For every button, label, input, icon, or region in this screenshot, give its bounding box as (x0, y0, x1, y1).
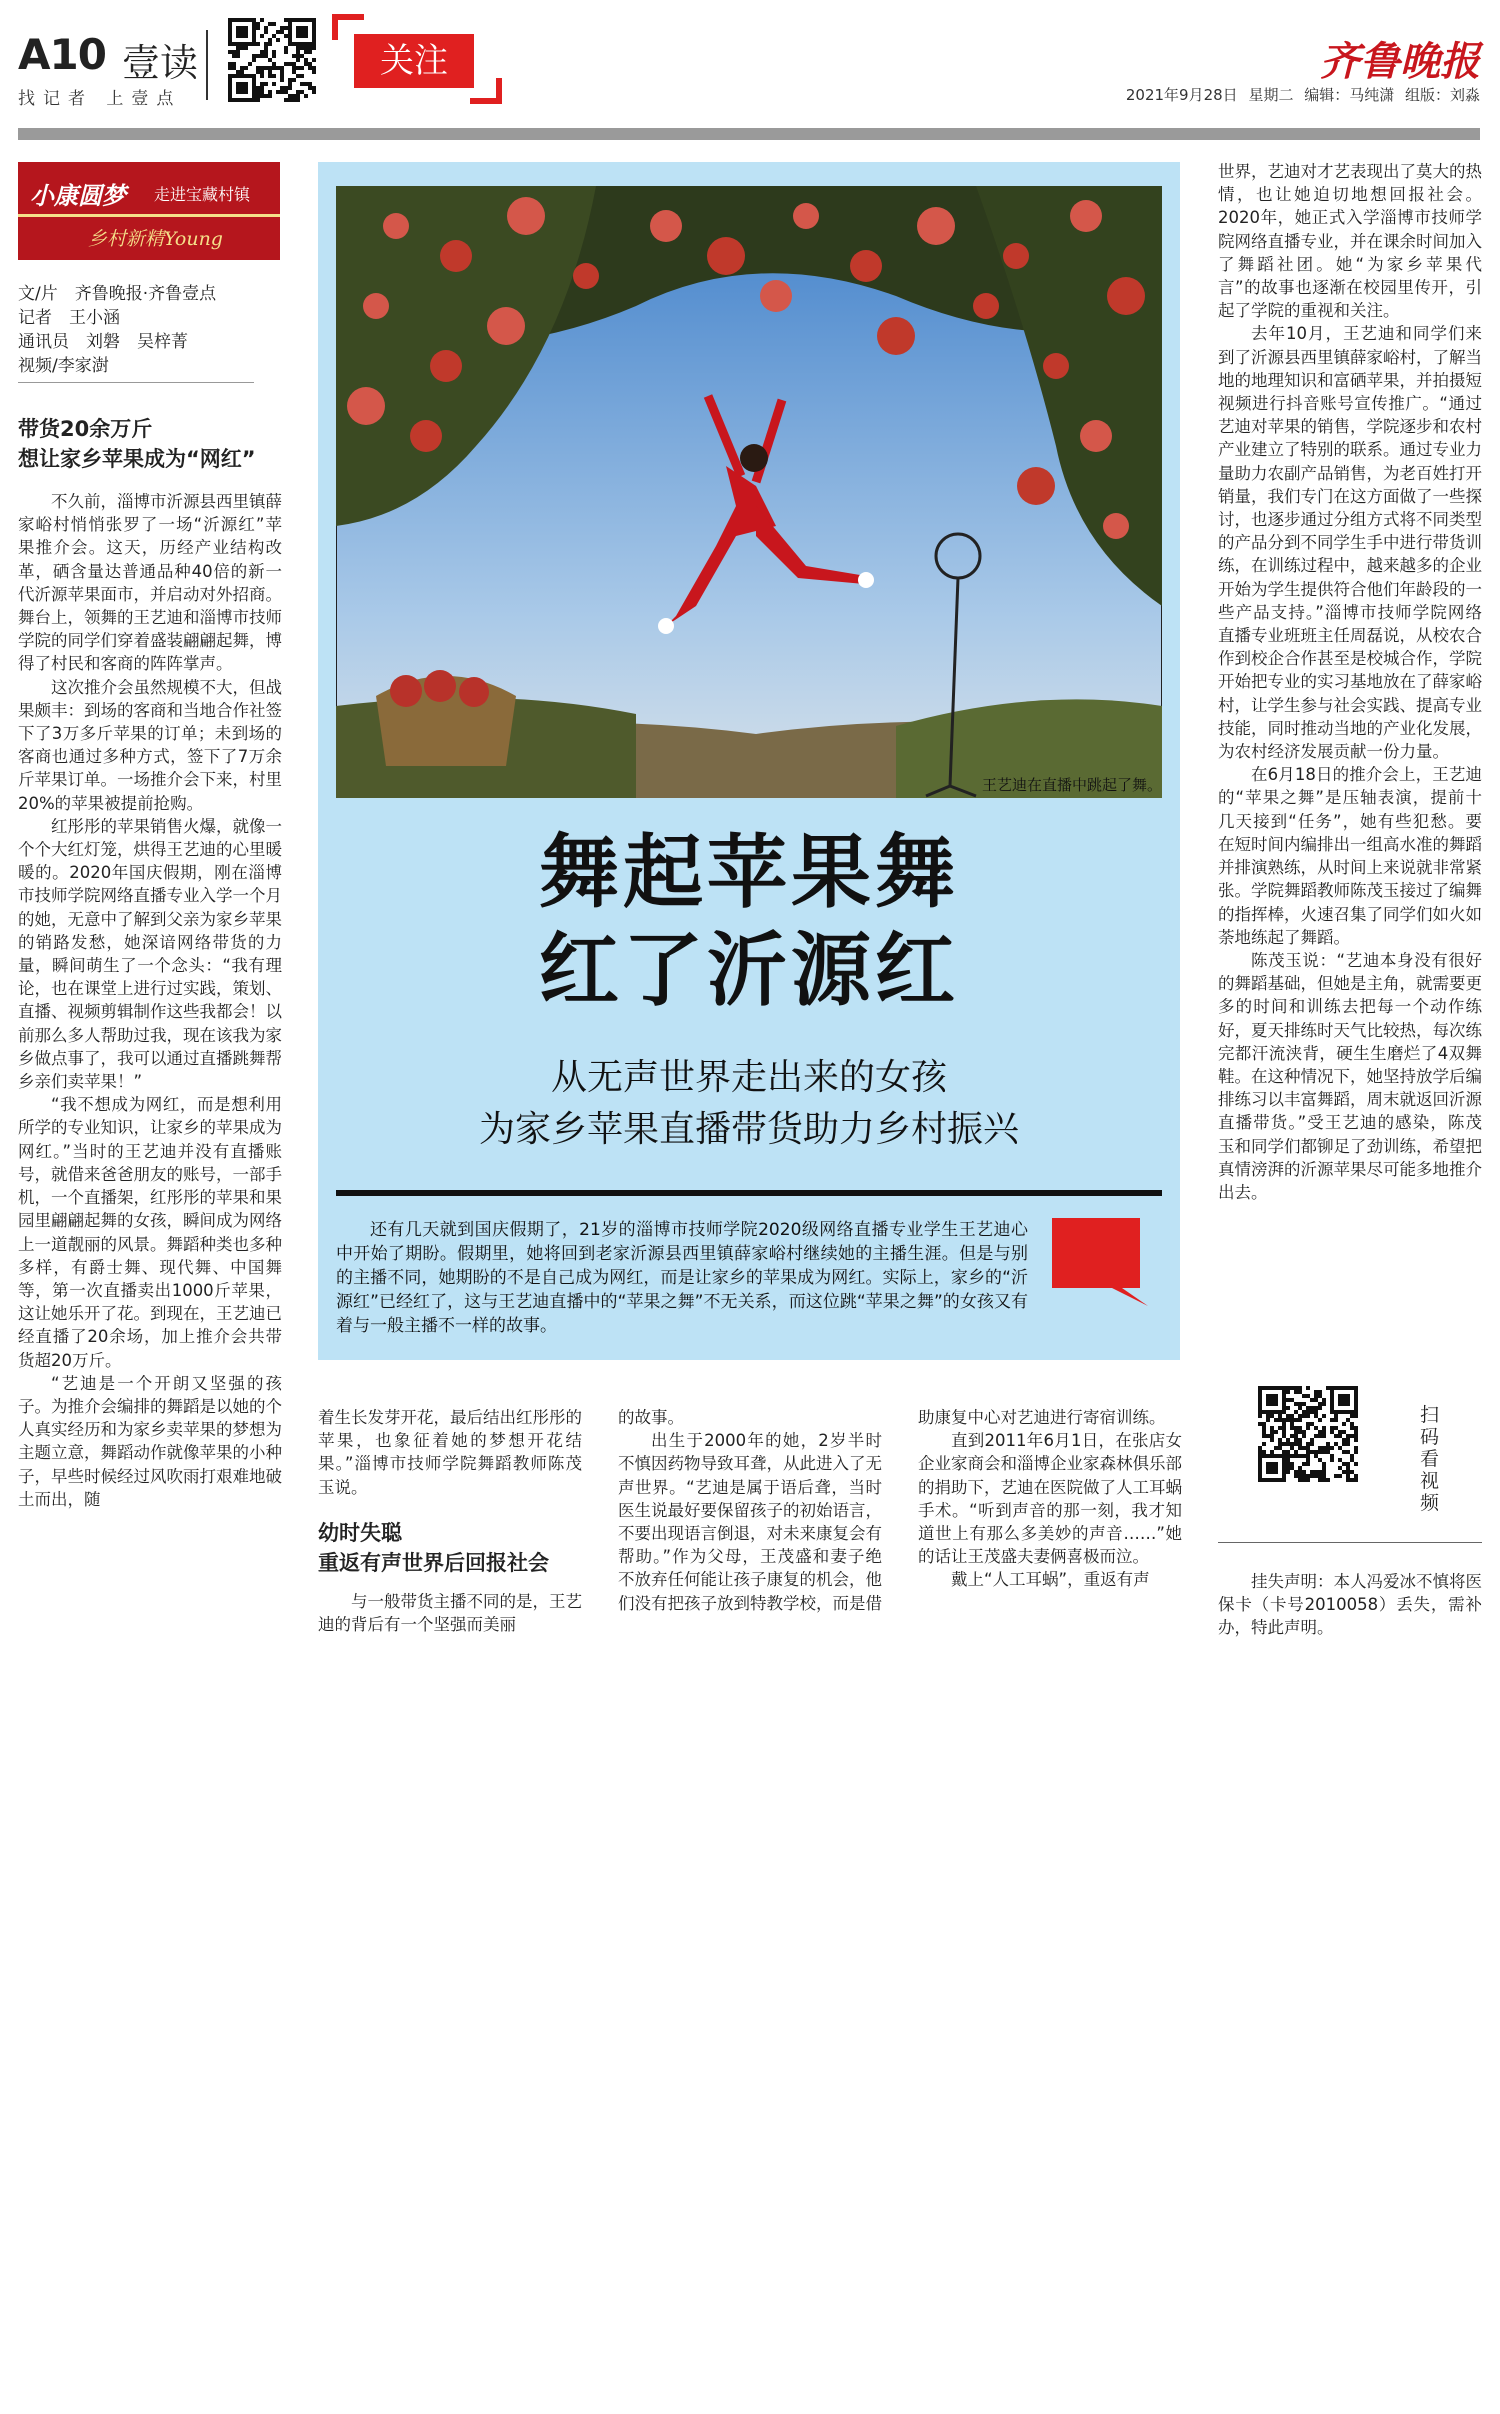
paragraph: 红彤彤的苹果销售火爆，就像一个个大红灯笼，烘得王艺迪的心里暖暖的。2020年国庆假期，刚在淄博市技师学院网络直播专业入学一个月的她，无意中了解到父亲为家乡苹果的销路发愁，她深谙网络带货的力量，瞬间萌生了一个念头：“我有理论，也在课堂上进行过实践，策划、直播、视频剪辑制作这些我都会！以前那么多人帮助过我，现在该我为家乡做点事了，我可以通过直播跳舞帮乡亲们卖苹果！” (18, 816, 282, 1092)
lost-notice-text: 挂失声明：本人冯爱冰不慎将医保卡（卡号2010058）丢失，需补办，特此声明。 (1218, 1572, 1482, 1638)
paragraph: 世界，艺迪对才艺表现出了莫大的热情，也让她迫切地想回报社会。2020年，她正式入学淄博市技师学院网络直播专业，并在课余时间加入了舞蹈社团。她“为家乡苹果代言”的故事也逐渐在校园里传开，引起了学院的重视和关注。 (1218, 162, 1482, 321)
subheading-2 (318, 1518, 582, 1578)
section-name: 壹读 (122, 41, 199, 85)
notice-rule (1218, 1542, 1482, 1543)
paragraph: 不久前，淄博市沂源县西里镇薛家峪村悄悄张罗了一场“沂源红”苹果推介会。这天，历经产业结构改革，硒含量达普通品种40倍的新一代沂源苹果面市，并启动对外招商。舞台上，领舞的王艺迪和淄博市技师学院的同学们穿着盛装翩翩起舞，博得了村民和客商的阵阵掌声。 (18, 492, 282, 674)
article-column-left (18, 490, 282, 1630)
article-column-right (1218, 160, 1482, 1360)
banner-subtitle: 走进宝藏村镇 (154, 185, 251, 204)
header-divider (206, 30, 208, 100)
paragraph: 这次推介会虽然规模不大，但战果颇丰：到场的客商和当地合作社签下了3万多斤苹果的订单；未到场的客商也通过多种方式，签下了7万余斤苹果订单。一场推介会下来，村里20%的苹果被提前抢购。 (18, 677, 282, 813)
byline-line: 视频/李家澍 (18, 356, 109, 376)
headline (318, 824, 1180, 1020)
focus-label: 关注 (354, 34, 474, 88)
qr-code-icon[interactable] (228, 18, 316, 102)
intro-rule (336, 1190, 1162, 1196)
paragraph: “我不想成为网红，而是想利用所学的专业知识，让家乡的苹果成为网红。”当时的王艺迪并没有直播账号，就借来爸爸朋友的账号，一部手机，一个直播架，红彤彤的苹果和果园里翩翩起舞的女孩，瞬间成为网络上一道靓丽的风景。舞蹈种类也多种多样，有爵士舞、现代舞、中国舞等，第一次直播卖出1000斤苹果，这让她乐开了花。到现在，王艺迪已经直播了20余场，加上推介会共带货超20万斤。 (18, 1095, 282, 1370)
paragraph: 去年10月，王艺迪和同学们来到了沂源县西里镇薛家峪村，了解当地的地理知识和富硒苹果，并拍摄短视频进行抖音账号宣传推广。“通过艺迪对苹果的销售，学院逐步和农村产业建立了特别的联系。通过专业力量助力农副产品销售，为老百姓打开销量，我们专门在这方面做了一些探讨，也逐步通过分组方式将不同类型的产品分到不同学生手中进行带货训练，在训练过程中，越来越多的企业开始为学生提供符合他们年龄段的一些产品支持。”淄博市技师学院网络直播专业班班主任周磊说，从校农合作到校企合作甚至是校城合作，学院开始把专业的实习基地放在了薛家峪村，让学生参与社会实践、提高专业技能，同时推动当地的产业化发展，为农村经济发展贡献一份力量。 (1218, 324, 1482, 762)
byline-line: 文/片 齐鲁晚报·齐鲁壹点 (18, 284, 217, 304)
subheading-1-line: 带货20余万斤 (18, 417, 153, 441)
issue-meta: 2021年9月28日 星期二 编辑：马纯潇 组版：刘淼 (1125, 86, 1480, 104)
byline-line: 通讯员 刘磐 吴梓菁 (18, 332, 188, 352)
article-column-b3 (918, 1406, 1182, 1640)
article-column-b1 (318, 1406, 582, 1496)
dancer-photo (336, 186, 1162, 798)
paragraph: 出生于2000年的她，2岁半时不慎因药物导致耳聋，从此进入了无声世界。“艺迪是属于语后聋，当时医生说最好要保留孩子的初始语言，不要出现语言倒退，对未来康复会有帮助。”作为父母，王茂盛和妻子绝不放弃任何能让孩子康复的机会，他们没有把孩子放到特教学校，而是借 (618, 1431, 882, 1613)
header-rule (18, 128, 1480, 140)
paragraph: 在6月18日的推介会上，王艺迪的“苹果之舞”是压轴表演，提前十几天接到“任务”，她有些犯愁。要在短时间内编排出一组高水准的舞蹈并排演熟练，从时间上来说就非常紧张。学院舞蹈教师陈茂玉接过了编舞的指挥棒，火速召集了同学们如火如荼地练起了舞蹈。 (1218, 765, 1482, 947)
lost-notice (1218, 1570, 1482, 1640)
slogan: 找记者 上壹点 (18, 89, 182, 109)
subheading-1-line: 想让家乡苹果成为“网红” (18, 447, 256, 471)
banner-divider (18, 214, 280, 217)
byline (18, 282, 254, 378)
headline-line: 红了沂源红 (539, 924, 959, 1017)
paragraph: 与一般带货主播不同的是，王艺迪的背后有一个坚强而美丽 (318, 1592, 582, 1635)
paragraph: 直到2011年6月1日，在张店女企业家商会和淄博企业家森林俱乐部的捐助下，艺迪在医院做了人工耳蜗手术。“听到声音的那一刻，我才知道世上有那么多美妙的声音……”她的话让王茂盛夫妻俩喜极而泣。 (918, 1431, 1182, 1567)
paragraph: 陈茂玉说：“艺迪本身没有很好的舞蹈基础，但她是主角，就需要更多的时间和训练去把每一个动作练好，夏天排练时天气比较热，每次练完都汗流浃背，硬生生磨烂了4双舞鞋。在这种情况下，她坚持放学后编排练习以丰富舞蹈，周末就返回沂源直播带货。”受王艺迪的感染，陈茂玉和同学们都铆足了劲训练，希望把真情滂湃的沂源苹果尽可能多地推介出去。 (1218, 950, 1482, 1202)
paragraph: 助康复中心对艺迪进行寄宿训练。 (918, 1408, 1166, 1427)
column-banner (18, 162, 280, 260)
newspaper-logo: 齐鲁晚报 (1320, 38, 1480, 85)
subheading-2-line: 重返有声世界后回报社会 (318, 1551, 549, 1575)
byline-rule (18, 382, 254, 383)
subheadline-line: 为家乡苹果直播带货助力乡村振兴 (478, 1109, 1019, 1150)
headline-line: 舞起苹果舞 (539, 826, 959, 919)
subheading-1 (18, 414, 288, 474)
video-qr-code-icon[interactable] (1258, 1386, 1360, 1484)
paragraph: 戴上“人工耳蜗”，重返有声 (951, 1570, 1150, 1590)
intro-paragraph (336, 1218, 1028, 1338)
banner-tagline: 乡村新精Young (88, 228, 223, 250)
focus-tag (332, 14, 502, 104)
article-column-b2 (618, 1406, 882, 1640)
qr-label: 扫码看视频 (1420, 1404, 1440, 1514)
subheadline (318, 1052, 1180, 1156)
paragraph: 的故事。 (618, 1408, 684, 1427)
paragraph: “艺迪是一个开朗又坚强的孩子。为推介会编排的舞蹈是以她的个人真实经历和为家乡卖苹果的梦想为主题立意，舞蹈动作就像苹果的小种子，早些时候经过风吹雨打艰难地破土而出，随 (18, 1373, 282, 1509)
intro-text: 还有几天就到国庆假期了，21岁的淄博市技师学院2020级网络直播专业学生王艺迪心中开始了期盼。假期里，她将回到老家沂源县西里镇薛家峪村继续她的主播生涯。但是与别的主播不同，她期盼的不是自己成为网红，而是让家乡的苹果成为网红。实际上，家乡的“沂源红”已经红了，这与王艺迪直播中的“苹果之舞”不无关系，而这位跳“苹果之舞”的女孩又有着与一般主播不一样的故事。 (336, 1220, 1028, 1336)
subheading-2-line: 幼时失聪 (318, 1521, 402, 1545)
article-column-b1-cont (318, 1590, 582, 1638)
subheadline-line: 从无声世界走出来的女孩 (550, 1057, 947, 1098)
speech-bubble-icon (1052, 1218, 1148, 1306)
paragraph: 着生长发芽开花，最后结出红彤彤的苹果，也象征着她的梦想开花结果。”淄博市技师学院舞蹈教师陈茂玉说。 (318, 1408, 582, 1496)
byline-line: 记者 王小涵 (18, 308, 120, 328)
page-number: A10 (18, 30, 106, 79)
banner-title: 小康圆梦 (30, 181, 126, 210)
photo-caption: 王艺迪在直播中跳起了舞。 (981, 776, 1162, 794)
